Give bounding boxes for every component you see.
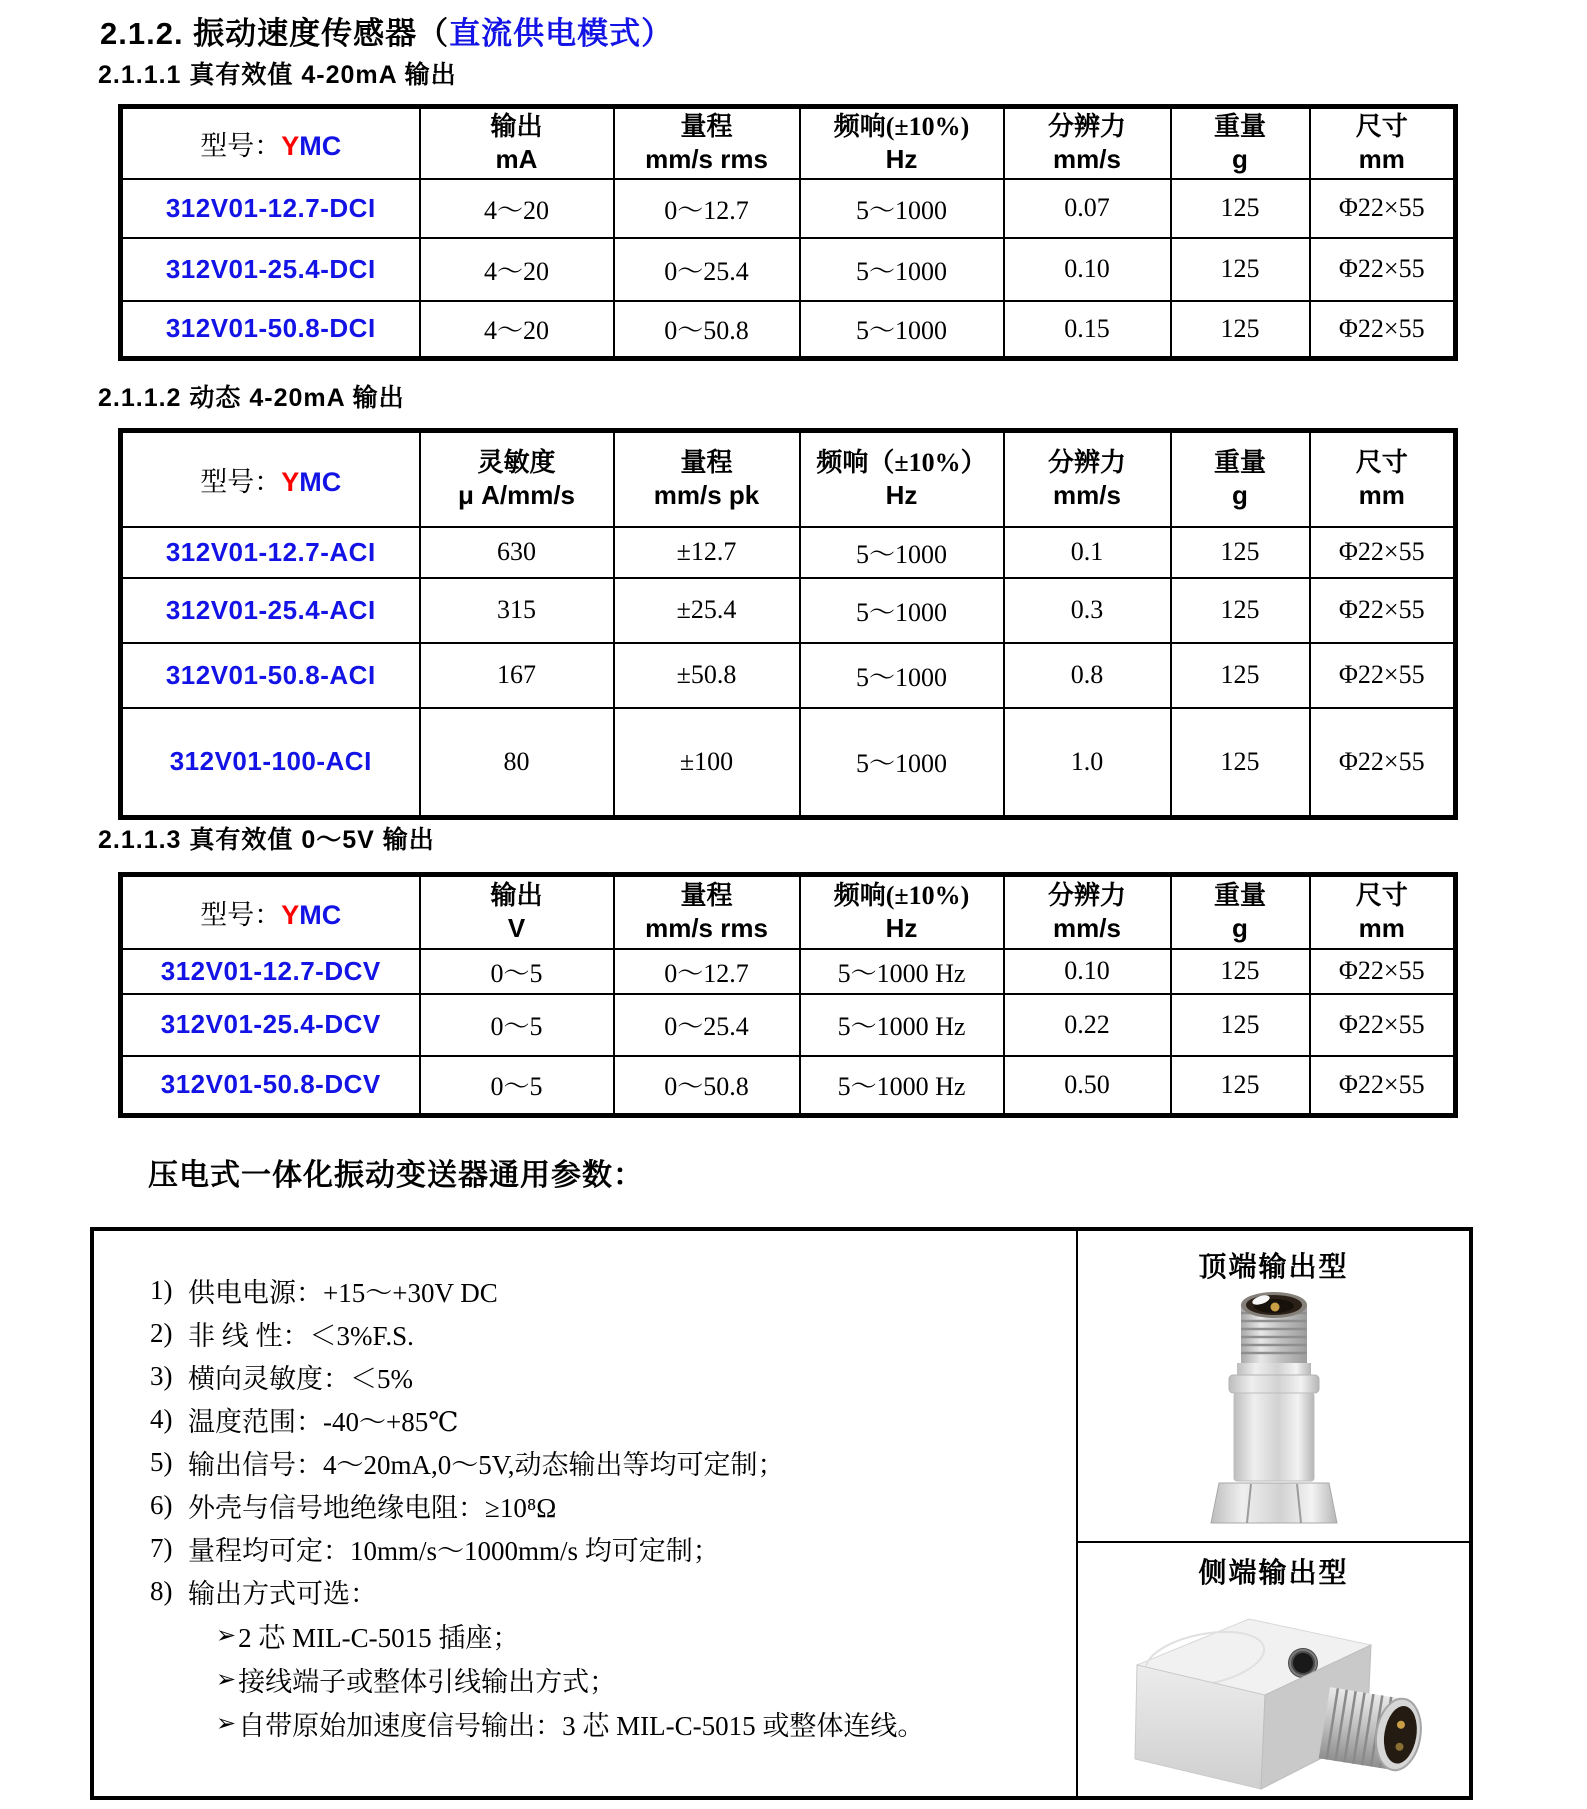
table-row: [121, 643, 1456, 708]
value-cell: 5～1000: [800, 643, 1004, 708]
item-text: 量程均可定：10mm/s～1000mm/s 均可定制；: [188, 1536, 720, 1566]
value-cell: 5～1000 Hz: [800, 994, 1004, 1056]
column-header-cell: [1004, 431, 1171, 527]
column-unit: mm: [1358, 913, 1405, 944]
column-label: 灵敏度: [477, 448, 556, 478]
value-cell: 0～12.7: [614, 179, 800, 238]
model-header-cell: [121, 107, 420, 179]
model-cell: 312V01-12.7-DCI: [121, 179, 420, 238]
value-cell: 315: [420, 578, 614, 643]
side-output-sensor-image: [1109, 1591, 1439, 1793]
model-cell: 312V01-12.7-ACI: [121, 527, 420, 578]
value-cell: 125: [1171, 179, 1310, 238]
general-param-sub-item: [150, 1701, 1076, 1745]
spec-table: [118, 428, 1458, 820]
column-unit: mm/s: [1053, 480, 1121, 511]
general-param-item: [150, 1441, 1076, 1484]
value-cell: 5～1000: [800, 179, 1004, 238]
sub-item-text: 自带原始加速度信号输出：3 芯 MIL-C-5015 或整体连线。: [238, 1710, 925, 1741]
item-number: 8): [150, 1576, 173, 1606]
value-cell: 125: [1171, 301, 1310, 359]
table-row: [121, 301, 1456, 359]
general-param-item: [150, 1269, 1076, 1312]
value-cell: 0.10: [1004, 949, 1171, 994]
top-output-cell: [1078, 1231, 1469, 1543]
column-unit: Hz: [885, 913, 918, 944]
item-number: 2): [150, 1318, 173, 1348]
column-label: 频响(±10%): [833, 881, 970, 911]
model-header-brand-blue: MC: [299, 466, 342, 497]
value-cell: 167: [420, 643, 614, 708]
value-cell: ±12.7: [614, 527, 800, 578]
column-label: 频响(±10%): [833, 112, 970, 142]
value-cell: Φ22×55: [1310, 949, 1456, 994]
table-header-row: [121, 875, 1456, 949]
item-number: 4): [150, 1404, 173, 1434]
product-image-panel: [1078, 1231, 1469, 1796]
column-label: 重量: [1213, 881, 1266, 911]
model-header-prefix: 型号：: [200, 899, 282, 930]
spec-table: [118, 104, 1458, 361]
value-cell: 0.07: [1004, 179, 1171, 238]
model-header-prefix: 型号：: [200, 466, 282, 497]
column-label: 量程: [680, 448, 733, 478]
item-number: 6): [150, 1490, 173, 1520]
table-row: [121, 527, 1456, 578]
value-cell: 125: [1171, 994, 1310, 1056]
value-cell: 630: [420, 527, 614, 578]
value-cell: Φ22×55: [1310, 301, 1456, 359]
value-cell: ±50.8: [614, 643, 800, 708]
column-label: 分辨力: [1047, 112, 1126, 142]
item-number: 5): [150, 1447, 173, 1477]
item-text: 输出信号：4～20mA,0～5V,动态输出等均可定制；: [188, 1450, 785, 1480]
value-cell: 5～1000: [800, 238, 1004, 301]
table-row: [121, 1056, 1456, 1116]
value-cell: 125: [1171, 527, 1310, 578]
column-unit: V: [507, 913, 526, 944]
column-header-cell: [614, 107, 800, 179]
column-unit: Hz: [885, 144, 918, 175]
value-cell: 80: [420, 708, 614, 818]
section-heading-3: 2.1.1.3 真有效值 0～5V 输出: [98, 826, 435, 854]
top-output-label: 顶端输出型: [1198, 1251, 1349, 1282]
column-header-cell: [420, 107, 614, 179]
model-cell: 312V01-50.8-DCV: [121, 1056, 420, 1116]
value-cell: 5～1000 Hz: [800, 949, 1004, 994]
value-cell: 5～1000: [800, 527, 1004, 578]
column-label: 尺寸: [1355, 881, 1408, 911]
model-header-brand-red: Y: [281, 899, 300, 930]
table-row: [121, 994, 1456, 1056]
item-text: 非 线 性：＜3%F.S.: [188, 1321, 414, 1351]
value-cell: Φ22×55: [1310, 1056, 1456, 1116]
model-header-cell: [121, 875, 420, 949]
column-unit: mm/s rms: [645, 913, 768, 944]
column-unit: mm/s pk: [653, 480, 760, 511]
table-row: [121, 949, 1456, 994]
sub-item-text: 2 芯 MIL-C-5015 插座；: [238, 1622, 520, 1653]
column-label: 分辨力: [1047, 881, 1126, 911]
column-header-cell: [1171, 431, 1310, 527]
table-row: [121, 238, 1456, 301]
column-header-cell: [800, 107, 1004, 179]
column-label: 重量: [1213, 448, 1266, 478]
table-header-row: [121, 431, 1456, 527]
item-text: 输出方式可选：: [188, 1579, 377, 1609]
table-true-rms-4-20mA: [118, 104, 1458, 361]
column-unit: μ A/mm/s: [457, 480, 576, 511]
column-label: 尺寸: [1355, 448, 1408, 478]
column-label: 分辨力: [1047, 448, 1126, 478]
value-cell: 5～1000: [800, 301, 1004, 359]
arrow-bullet-icon: ➢: [216, 1666, 237, 1693]
general-params-list: [94, 1231, 1078, 1796]
value-cell: 4～20: [420, 179, 614, 238]
page-title-black: 2.1.2. 振动速度传感器（: [100, 16, 450, 51]
value-cell: Φ22×55: [1310, 238, 1456, 301]
model-header-brand-blue: MC: [299, 899, 342, 930]
table-dynamic-4-20mA: [118, 428, 1458, 820]
value-cell: 0～12.7: [614, 949, 800, 994]
value-cell: 125: [1171, 238, 1310, 301]
value-cell: 0～5: [420, 1056, 614, 1116]
column-label: 输出: [490, 881, 543, 911]
value-cell: 0～25.4: [614, 238, 800, 301]
arrow-bullet-icon: ➢: [216, 1622, 237, 1649]
value-cell: 125: [1171, 949, 1310, 994]
general-params-box: [90, 1227, 1473, 1800]
table-row: [121, 179, 1456, 238]
value-cell: 1.0: [1004, 708, 1171, 818]
side-output-label: 侧端输出型: [1198, 1557, 1349, 1588]
general-param-item: [150, 1484, 1076, 1527]
column-unit: mA: [495, 144, 538, 175]
column-header-cell: [614, 875, 800, 949]
value-cell: 0.22: [1004, 994, 1171, 1056]
table-header-row: [121, 107, 1456, 179]
column-label: 量程: [680, 881, 733, 911]
column-header-cell: [614, 431, 800, 527]
model-header-brand-red: Y: [281, 130, 300, 161]
column-unit: Hz: [885, 480, 918, 511]
item-text: 横向灵敏度：＜5%: [188, 1364, 413, 1394]
column-header-cell: [420, 431, 614, 527]
model-header-cell: [121, 431, 420, 527]
column-label: 尺寸: [1355, 112, 1408, 142]
model-cell: 312V01-50.8-ACI: [121, 643, 420, 708]
table-row: [121, 578, 1456, 643]
general-param-item: [150, 1398, 1076, 1441]
value-cell: Φ22×55: [1310, 643, 1456, 708]
value-cell: 5～1000 Hz: [800, 1056, 1004, 1116]
value-cell: Φ22×55: [1310, 578, 1456, 643]
general-param-sub-item: [150, 1657, 1076, 1701]
value-cell: 0～25.4: [614, 994, 800, 1056]
column-label: 量程: [680, 112, 733, 142]
column-header-cell: [1310, 431, 1456, 527]
value-cell: Φ22×55: [1310, 527, 1456, 578]
value-cell: 0.10: [1004, 238, 1171, 301]
model-cell: 312V01-100-ACI: [121, 708, 420, 818]
item-text: 温度范围：-40～+85℃: [188, 1407, 459, 1437]
value-cell: 5～1000: [800, 708, 1004, 818]
general-param-item: [150, 1570, 1076, 1613]
value-cell: 0～50.8: [614, 1056, 800, 1116]
model-cell: 312V01-25.4-ACI: [121, 578, 420, 643]
general-param-item: [150, 1312, 1076, 1355]
value-cell: 0.15: [1004, 301, 1171, 359]
column-header-cell: [420, 875, 614, 949]
model-cell: 312V01-12.7-DCV: [121, 949, 420, 994]
column-unit: g: [1232, 913, 1248, 944]
value-cell: 125: [1171, 578, 1310, 643]
value-cell: 125: [1171, 1056, 1310, 1116]
column-header-cell: [800, 875, 1004, 949]
value-cell: 0.50: [1004, 1056, 1171, 1116]
general-param-sub-item: [150, 1613, 1076, 1657]
general-param-item: [150, 1527, 1076, 1570]
side-output-cell: [1078, 1543, 1469, 1796]
column-unit: g: [1232, 144, 1248, 175]
item-number: 3): [150, 1361, 173, 1391]
value-cell: 0.3: [1004, 578, 1171, 643]
value-cell: 125: [1171, 643, 1310, 708]
value-cell: 0～5: [420, 949, 614, 994]
value-cell: 0～5: [420, 994, 614, 1056]
page-title-blue: 直流供电模式）: [449, 16, 674, 51]
general-params-heading: 压电式一体化振动变送器通用参数：: [148, 1159, 644, 1192]
section-heading-2: 2.1.1.2 动态 4-20mA 输出: [98, 384, 405, 412]
table-true-rms-0-5V: [118, 872, 1458, 1118]
value-cell: 125: [1171, 708, 1310, 818]
general-param-item: [150, 1355, 1076, 1398]
column-header-cell: [1310, 107, 1456, 179]
page-title: [100, 8, 673, 53]
model-header-brand-blue: MC: [299, 130, 342, 161]
item-text: 外壳与信号地绝缘电阻：≥10⁸Ω: [188, 1493, 557, 1523]
value-cell: Φ22×55: [1310, 994, 1456, 1056]
model-header-prefix: 型号：: [200, 130, 282, 161]
model-cell: 312V01-25.4-DCI: [121, 238, 420, 301]
spec-table: [118, 872, 1458, 1118]
arrow-bullet-icon: ➢: [216, 1710, 237, 1737]
column-unit: mm/s: [1053, 913, 1121, 944]
column-header-cell: [1004, 875, 1171, 949]
column-unit: mm: [1358, 144, 1405, 175]
column-header-cell: [1171, 875, 1310, 949]
column-header-cell: [1171, 107, 1310, 179]
column-unit: mm/s: [1053, 144, 1121, 175]
value-cell: Φ22×55: [1310, 179, 1456, 238]
model-cell: 312V01-25.4-DCV: [121, 994, 420, 1056]
value-cell: 5～1000: [800, 578, 1004, 643]
value-cell: ±100: [614, 708, 800, 818]
column-label: 频响（±10%）: [816, 448, 987, 478]
model-cell: 312V01-50.8-DCI: [121, 301, 420, 359]
item-number: 7): [150, 1533, 173, 1563]
value-cell: 4～20: [420, 301, 614, 359]
column-unit: mm: [1358, 480, 1405, 511]
column-header-cell: [1004, 107, 1171, 179]
item-number: 1): [150, 1275, 173, 1305]
column-header-cell: [1310, 875, 1456, 949]
value-cell: Φ22×55: [1310, 708, 1456, 818]
sub-item-text: 接线端子或整体引线输出方式；: [238, 1666, 617, 1697]
section-heading-1: 2.1.1.1 真有效值 4-20mA 输出: [98, 61, 457, 89]
column-label: 重量: [1213, 112, 1266, 142]
value-cell: 4～20: [420, 238, 614, 301]
column-header-cell: [800, 431, 1004, 527]
value-cell: 0.8: [1004, 643, 1171, 708]
model-header-brand-red: Y: [281, 466, 300, 497]
value-cell: 0.1: [1004, 527, 1171, 578]
column-label: 输出: [490, 112, 543, 142]
column-unit: g: [1232, 480, 1248, 511]
top-output-sensor-image: [1199, 1285, 1349, 1527]
value-cell: ±25.4: [614, 578, 800, 643]
column-unit: mm/s rms: [645, 144, 768, 175]
table-row: [121, 708, 1456, 818]
item-text: 供电电源：+15～+30V DC: [188, 1278, 498, 1308]
value-cell: 0～50.8: [614, 301, 800, 359]
